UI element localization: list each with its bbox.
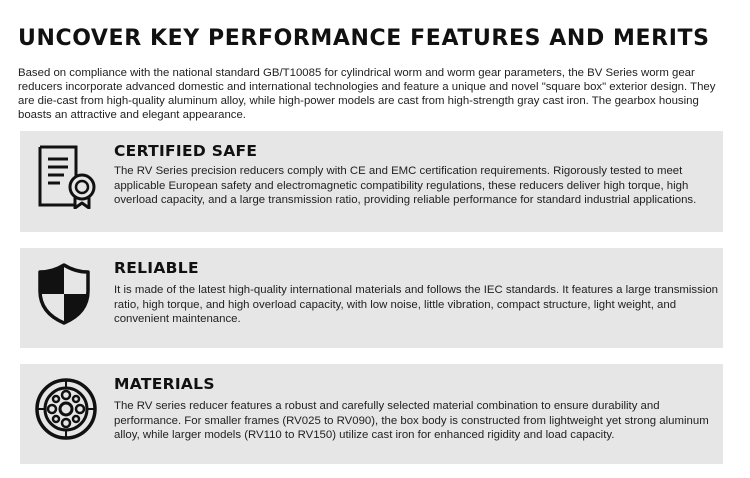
intro-paragraph: Based on compliance with the national standard GB/T10085 for cylindrical worm and worm gear parameters, the BV Series worm gear reducers incorporate advanced domestic and international technologies and feature a unique and novel "square box" exterior design. They are die-cast from high-quality aluminum alloy, while high-power models are cast from high-strength gray cast iron. The gearbox housing boasts an attractive and elegant appearance. <box>18 67 716 121</box>
page-title: UNCOVER KEY PERFORMANCE FEATURES AND MERITS <box>18 26 710 51</box>
feature-card-certified-safe <box>20 131 723 232</box>
feature-card-reliable <box>20 248 723 348</box>
shield-icon <box>32 261 96 325</box>
certificate-icon <box>34 145 98 209</box>
feature-description: It is made of the latest high-quality international materials and follows the IEC standards. It features a large transmission ratio, high torque, and high overload capacity, with low noise, little vibration, compact structure, light weight, and convenient maintenance. <box>114 284 719 325</box>
gear-disc-icon <box>34 377 98 441</box>
feature-card-materials <box>20 364 723 464</box>
feature-title: RELIABLE <box>114 259 199 277</box>
feature-title: MATERIALS <box>114 375 215 393</box>
feature-description: The RV Series precision reducers comply with CE and EMC certification requirements. Rigorously tested to meet applicable European safety and electromagnetic compatibility regulations, these reducers deliver high torque, high overload capacity, and a large transmission ratio, providing reliable performance for standard industrial applications. <box>114 165 697 206</box>
feature-description: The RV series reducer features a robust and carefully selected material combination to ensure durability and performance. For smaller frames (RV025 to RV090), the box body is constructed from lightweight yet strong aluminum alloy, while larger models (RV110 to RV150) utilize cast iron for enhanced rigidity and load capacity. <box>114 400 709 441</box>
feature-title: CERTIFIED SAFE <box>114 142 258 160</box>
